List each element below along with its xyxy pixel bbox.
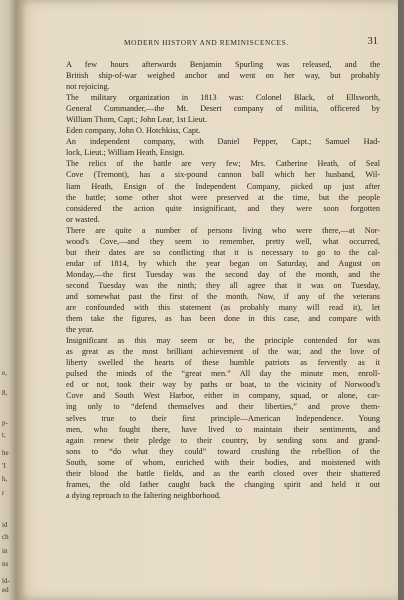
text-line: liberty swelled the hearts of these humble patriots as fervently as it xyxy=(66,358,380,368)
text-line: A few hours afterwards Benjamin Spurling was released, and the xyxy=(66,60,380,69)
facing-page-fragment: he xyxy=(2,449,9,457)
text-line: considered the action quite insignificant, and they were soon forgotten xyxy=(66,203,380,213)
facing-page-edge xyxy=(0,0,16,600)
paragraph xyxy=(54,59,380,92)
text-line: but their dates are so conflicting that it is necessary to go to the cal- xyxy=(66,247,380,257)
page-header xyxy=(36,38,378,50)
text-line: their blood the battle fields, and as the earth closed over their shattered xyxy=(66,468,380,478)
text-line: British ship-of-war weighed anchor and went on her way, but probably xyxy=(66,71,380,81)
text-line: are confounded with this statement (as probably many will read it), let xyxy=(66,303,380,313)
text-line: the year. xyxy=(66,325,94,335)
text-line: men, who fought there, have lived to maintain their sentiments, and xyxy=(66,424,380,434)
text-line: or wasted. xyxy=(66,214,100,224)
facing-page-fragment: ns xyxy=(2,560,9,568)
book-page xyxy=(16,0,398,600)
facing-page-fragment: 'I xyxy=(2,462,6,470)
text-line: second Tuesday was the ninth; they all agree that it was on Tuesday, xyxy=(66,280,380,290)
facing-page-fragment: h, xyxy=(2,475,8,483)
paragraph xyxy=(54,136,380,158)
text-line: liam Heath, Ensign of the Independent Company, picked up just after xyxy=(66,181,380,191)
facing-page-fragment: e, xyxy=(2,369,7,377)
facing-page-fragment: id xyxy=(2,521,8,529)
facing-page-fragment: t, xyxy=(2,431,6,439)
facing-page-fragment: ed xyxy=(2,586,9,594)
text-line: Monday,—the first Tuesday was the second day of the month, and the xyxy=(66,269,380,279)
text-line: again renew their pledge to their country, by sending sons and grand- xyxy=(66,435,380,445)
text-line: The military organization in 1813 was: Colonel Black, of Ellsworth, xyxy=(66,93,380,103)
facing-page-fragment: ld- xyxy=(2,577,10,585)
paragraph xyxy=(54,335,380,501)
paragraph xyxy=(54,158,380,224)
facing-page-fragment: r xyxy=(2,489,5,497)
text-line: The relics of the battle are very few; Mrs. Catherine Heath, of Seal xyxy=(66,159,380,169)
text-line: Cove and South West Harbor, either in company, squad, or alone, car- xyxy=(66,391,380,401)
text-line: them take the figures, as has been done in this case, and compare with xyxy=(66,314,380,324)
paragraph xyxy=(54,225,380,335)
body-text xyxy=(54,59,380,501)
text-line: There are quite a number of persons living who were there,—at Nor- xyxy=(66,225,380,235)
text-line: and somewhat past the first of the month. Now, if any of the veterans xyxy=(66,291,380,301)
text-line: endar of 1814, by which the year began on Saturday, and August on xyxy=(66,258,380,268)
text-line: as great as the most brilliant achievement of the war, and the love of xyxy=(66,347,380,357)
facing-page-fragment: p- xyxy=(2,419,8,427)
paragraph xyxy=(54,125,380,136)
text-line: a dying reproach to the faltering neighborhood. xyxy=(66,490,221,500)
text-line: Insignificant as this may seem or be, the principle contended for was xyxy=(66,336,380,346)
text-line: sons to “do what they could” toward crushing the rebellion of the xyxy=(66,446,380,456)
text-line: pulsed the minds of the “great men.” All day the minute men, enroll- xyxy=(66,369,380,379)
text-line: South, some of whom, enriched with their bodies, and moistened with xyxy=(66,457,380,467)
text-line: William Thom, Capt.; John Lear, 1st Lieut. xyxy=(66,115,208,125)
text-line: Cove (Tremont), has a six-pound cannon ball which her husband, Wil- xyxy=(66,170,380,180)
paragraph xyxy=(54,92,380,125)
text-line: Eden company, John O. Hotchkiss, Capt. xyxy=(66,126,201,136)
running-head: MODERN HISTORY AND REMINISCENCES. xyxy=(124,38,289,47)
facing-page-fragment: in xyxy=(2,547,8,555)
text-line: lock, Lieut.; William Heath, Ensign. xyxy=(66,148,185,158)
text-line: ed or not, took their way by paths or boat, to the vicinity of Norwood's xyxy=(66,380,380,390)
facing-page-fragment: ch xyxy=(2,533,9,541)
text-line: An independent company, with Daniel Pepper, Capt.; Samuel Had- xyxy=(66,137,380,147)
text-line: General Commander,—the Mt. Desert company of militia, officered by xyxy=(66,104,380,114)
text-line: ing only to “defend themselves and their liberties,” and prove them- xyxy=(66,402,380,412)
facing-page-fragment: 8, xyxy=(2,389,8,397)
text-line: selves true to their first principle—American Independence. Young xyxy=(66,413,380,423)
text-line: the battle; some other shot were preserved at the time, but the people xyxy=(66,192,380,202)
text-line: frames, the old father caught back the changing spirit and held it out xyxy=(66,479,380,489)
text-line: not rejoicing. xyxy=(66,82,110,92)
page-number: 31 xyxy=(367,36,378,47)
text-line: wood's Cove,—and they seem to remember, pretty well, what occurred, xyxy=(66,236,380,246)
